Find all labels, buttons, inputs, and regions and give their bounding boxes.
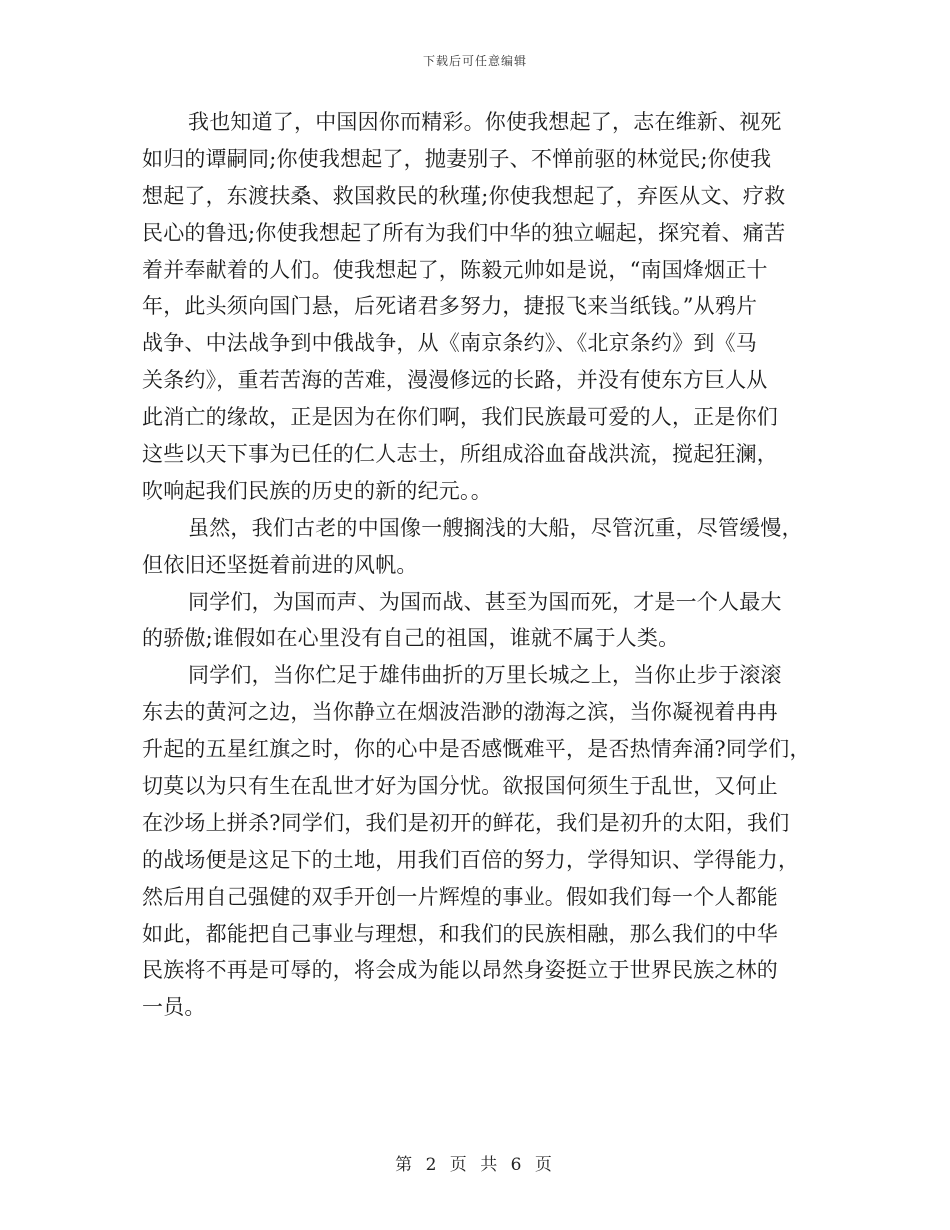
text-line: 如此，都能把自己事业与理想，和我们的民族相融，那么我们的中华 (142, 921, 778, 946)
text-line: 吹响起我们民族的历史的新的纪元。。 (142, 478, 492, 503)
text-line: 民族将不再是可辱的，将会成为能以昂然身姿挺立于世界民族之林的 (142, 958, 778, 983)
text-line: 一员。 (142, 995, 206, 1020)
text-line: 如归的谭嗣同;你使我想起了，抛妻别子、不惮前驱的林觉民;你使我 (142, 146, 772, 171)
text-line: 升起的五星红旗之时，你的心中是否感慨难平，是否热情奔涌?同学们， (142, 737, 811, 762)
text-line: 民心的鲁迅;你使我想起了所有为我们中华的独立崛起，探究着、痛苦 (142, 220, 786, 245)
page-number: 第 2 页 共 6 页 (395, 1155, 555, 1175)
text-line: 关条约》，重若苦海的苦难，漫漫修远的长路，并没有使东方巨人从 (142, 368, 768, 393)
text-line: 然后用自己强健的双手开创一片辉煌的事业。假如我们每一个人都能 (142, 884, 778, 909)
text-line: 切莫以为只有生在乱世才好为国分忧。欲报国何须生于乱世，又何止 (142, 774, 778, 799)
text-line: 此消亡的缘故，正是因为在你们啊，我们民族最可爱的人，正是你们 (142, 405, 778, 430)
document-body (142, 104, 822, 1026)
text-line: 同学们，当你伫足于雄伟曲折的万里长城之上，当你止步于滚滚 (188, 663, 782, 688)
text-line: 想起了，东渡扶桑、救国救民的秋瑾;你使我想起了，弃医从文、疗救 (142, 183, 786, 208)
text-line: 这些以天下事为已任的仁人志士，所组成浴血奋战洪流，搅起狂澜， (142, 442, 778, 467)
text-line: 同学们，为国而声、为国而战、甚至为国而死，才是一个人最大 (188, 589, 782, 614)
text-line: 但依旧还坚挺着前进的风帆。 (142, 552, 418, 577)
page-header: 下载后可任意编辑 (422, 54, 527, 68)
text-line: 战争、中法战争到中俄战争，从《南京条约》、《北京条约》到《马 (142, 331, 757, 356)
text-line: 的骄傲;谁假如在心里没有自己的祖国，谁就不属于人类。 (142, 626, 680, 651)
text-line: 东去的黄河之边，当你静立在烟波浩渺的渤海之滨，当你凝视着冉冉 (142, 700, 778, 725)
text-line: 年，此头须向国门悬，后死诸君多努力，捷报飞来当纸钱。”从鸦片 (142, 294, 758, 319)
text-line: 的战场便是这足下的土地，用我们百倍的努力，学得知识、学得能力， (142, 847, 800, 872)
text-line: 着并奉献着的人们。使我想起了，陈毅元帅如是说，“南国烽烟正十 (142, 257, 768, 282)
text-line: 虽然，我们古老的中国像一艘搁浅的大船，尽管沉重，尽管缓慢， (188, 515, 803, 540)
text-line: 我也知道了，中国因你而精彩。你使我想起了，志在维新、视死 (188, 110, 782, 134)
text-line: 在沙场上拼杀?同学们，我们是初开的鲜花，我们是初升的太阳，我们 (142, 810, 790, 835)
